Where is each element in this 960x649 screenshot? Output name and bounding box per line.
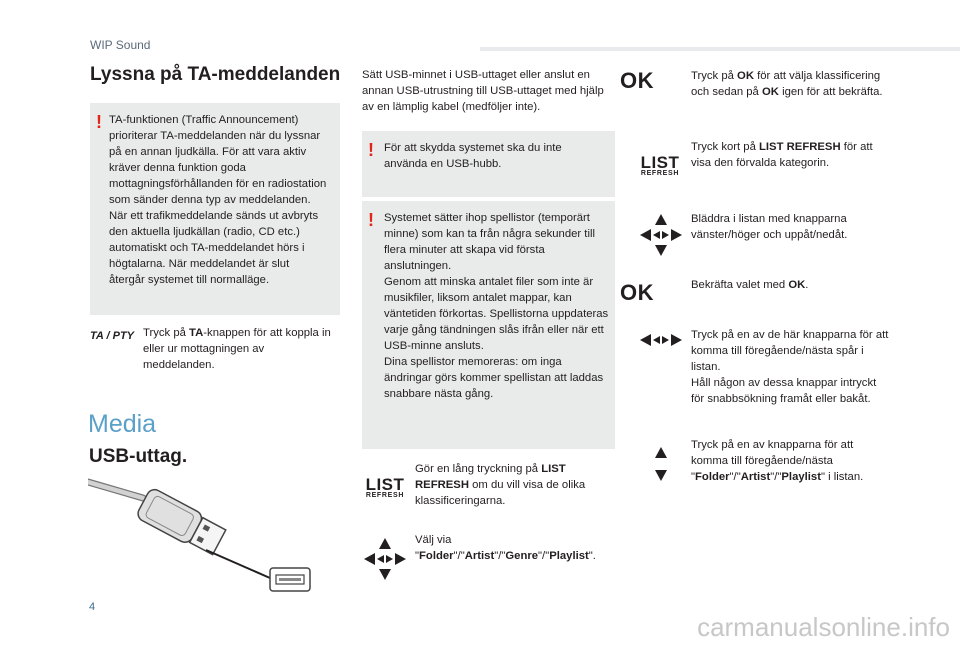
four-way-arrows-icon xyxy=(640,214,682,256)
usb-hub-note-box xyxy=(362,131,615,197)
usb-stick-illustration xyxy=(88,478,318,596)
browse-list-text: Bläddra i listan med knapparna vänster/höger och uppåt/nedåt. xyxy=(691,213,848,241)
usb-intro: Sätt USB-minnet i USB-uttaget eller anslut en annan USB-utrustning till USB-uttaget med hjälp av en lämplig kabel (medföljer inte). xyxy=(362,69,604,113)
warning-icon: ! xyxy=(96,112,102,132)
ta-instruction: Tryck på TA-knappen för att koppla in eller ur mottagningen av meddelanden. xyxy=(143,327,331,371)
warning-icon: ! xyxy=(368,210,374,230)
watermark: carmanualsonline.info xyxy=(697,612,950,642)
ok-button-icon: OK xyxy=(620,68,654,93)
left-right-arrows-icon xyxy=(640,333,682,347)
confirm-text: Bekräfta valet med OK. xyxy=(691,279,809,291)
heading-ta-announcements: Lyssna på TA-meddelanden xyxy=(90,64,341,85)
ok-select-text: Tryck på OK för att välja klassificering och sedan på OK igen för att bekräfta. xyxy=(691,70,883,98)
four-way-arrows-icon xyxy=(364,538,406,580)
list-refresh-icon-right: LIST REFRESH xyxy=(640,153,680,177)
ta-note-text: TA-funktionen (Traffic Announcement) prioriterar TA-meddelanden när du lyssnar på en annan ljudkälla. För att vara aktiv kräver denna funktion goda mottagningsförhållanden för en radiostation som sänder denna typ av meddelanden. När ett trafikmeddelande sänds ut avbryts den aktuella ljudkällan (radio, CD etc.) automatiskt och TA-meddelandet hörs i högtalarna. När meddelandet är slut återgår systemet till normalläge. xyxy=(109,114,327,286)
list-refresh-long-press-text: Gör en lång tryckning på LIST REFRESH om du vill visa de olika klassificeringarna. xyxy=(415,463,586,507)
track-navigation-text: Tryck på en av de här knapparna för att komma till föregående/nästa spår i listan. Håll någon av dessa knappar intryckt för snabbsökning framåt eller bakåt. xyxy=(691,329,889,405)
ta-pty-button-icon: TA / PTY xyxy=(90,330,134,342)
section-label: WIP Sound xyxy=(90,38,151,52)
playlist-note-text: Systemet sätter ihop spellistor (temporärt minne) som kan ta från några sekunder till flera minuter att skapa vid första anslutningen. Genom att minska antalet filer som inte är musikfiler, liksom antalet mappar, kan väntetiden förkortas. Spellistorna uppdateras varje gång tändningen slås ifrån eller när ett USB-minne ansluts. Dina spellistor memoreras: om inga ändringar görs kommer spellistan att laddas snabbare nästa gång. xyxy=(384,212,609,400)
warning-icon: ! xyxy=(368,140,374,160)
playlist-note-box xyxy=(362,201,615,449)
folder-navigation-text: Tryck på en av knapparna för att komma till föregående/nästa "Folder"/"Artist"/"Playlist" i listan. xyxy=(691,439,864,483)
select-category-text: Välj via "Folder"/"Artist"/"Genre"/"Playlist". xyxy=(415,534,596,562)
up-down-arrows-icon xyxy=(652,447,670,481)
ta-note-box xyxy=(90,103,340,315)
page-number: 4 xyxy=(89,601,96,613)
heading-usb: USB-uttag. xyxy=(89,446,188,467)
list-refresh-icon: LIST REFRESH xyxy=(365,475,405,499)
list-refresh-short-press-text: Tryck kort på LIST REFRESH för att visa den förvalda kategorin. xyxy=(691,141,873,169)
header-divider xyxy=(480,47,960,51)
ok-button-icon: OK xyxy=(620,280,654,305)
usb-hub-note-text: För att skydda systemet ska du inte använda en USB-hubb. xyxy=(384,142,562,170)
heading-media: Media xyxy=(88,410,157,438)
